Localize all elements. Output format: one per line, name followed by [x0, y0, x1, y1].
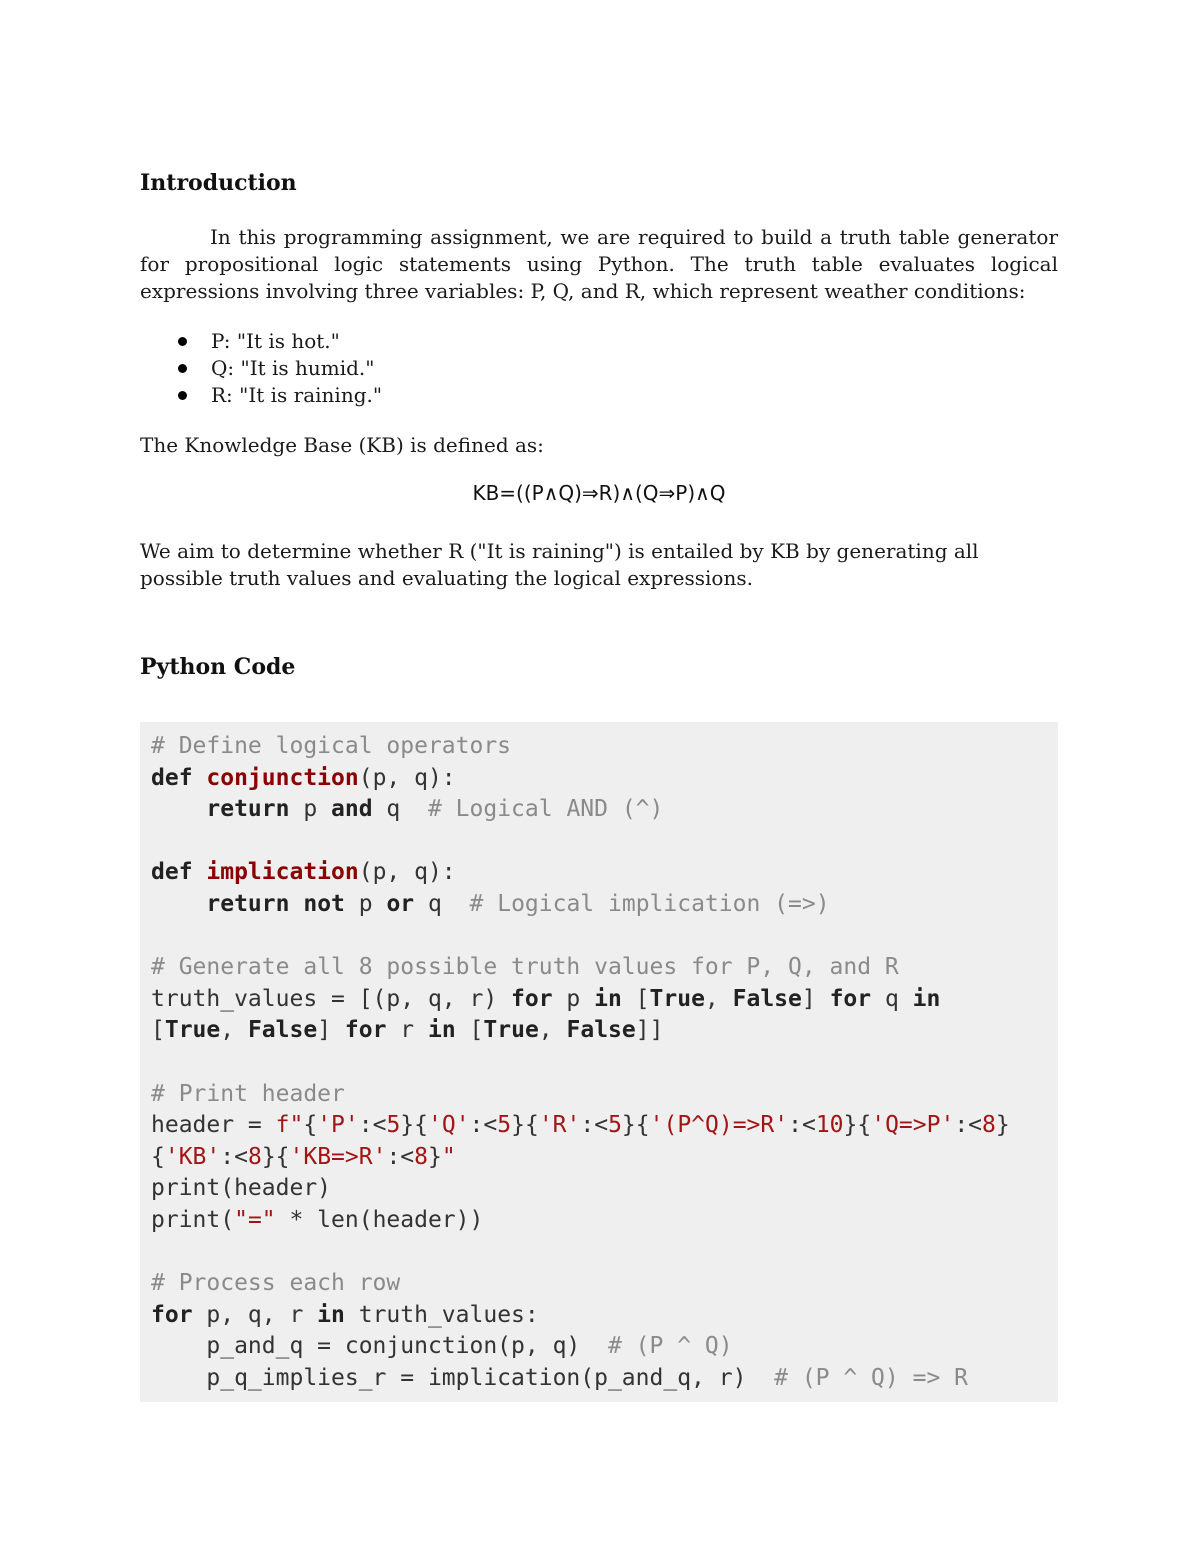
code-line — [151, 1300, 1010, 1332]
entailment-paragraph: We aim to determine whether R ("It is raining") is entailed by KB by generating all possible truth values and evaluating the logical expressions. — [140, 539, 979, 590]
code-token: }{ — [261, 1143, 290, 1170]
code-token: }{ — [511, 1112, 539, 1139]
code-token: False — [566, 1017, 636, 1044]
code-token: p_and_q = conjunction(p, q) — [151, 1333, 608, 1360]
code-token: :< — [788, 1112, 816, 1139]
code-token: }{ — [843, 1112, 872, 1139]
code-token: for — [829, 985, 872, 1012]
code-token — [151, 796, 206, 822]
code-token — [151, 891, 206, 917]
code-token: not — [303, 890, 345, 917]
code-token — [289, 891, 303, 917]
code-token: [ — [151, 1017, 165, 1044]
code-token: , — [220, 1017, 248, 1044]
code-token: 5 — [608, 1112, 622, 1139]
code-token: (p, q): — [358, 859, 456, 886]
code-line — [151, 1237, 1010, 1269]
code-line — [151, 794, 1010, 826]
code-token: ] — [801, 985, 830, 1012]
code-line — [151, 857, 1010, 889]
kb-definition-sentence: The Knowledge Base (KB) is defined as: — [140, 433, 544, 457]
code-token: p, q, r — [192, 1301, 318, 1328]
code-token: '(P^Q)=>R' — [649, 1112, 789, 1139]
introduction-heading: Introduction — [140, 170, 297, 196]
code-token: # Process each row — [151, 1270, 401, 1297]
code-token: 8 — [414, 1143, 429, 1170]
code-token: for — [151, 1301, 193, 1328]
code-token: :< — [469, 1112, 498, 1139]
code-token: , — [704, 985, 733, 1012]
code-token: 10 — [815, 1112, 844, 1139]
code-token: conjunction — [206, 764, 359, 791]
code-line — [151, 952, 1010, 984]
code-token: { — [151, 1143, 165, 1170]
code-token: }{ — [621, 1112, 650, 1139]
code-token: }{ — [400, 1112, 428, 1139]
code-line — [151, 889, 1010, 921]
code-token: } — [428, 1143, 442, 1170]
code-token: # (P ^ Q) — [607, 1333, 733, 1360]
code-line — [151, 731, 1010, 763]
code-token: 'Q' — [428, 1112, 470, 1139]
code-token: } — [995, 1112, 1010, 1139]
code-token: 'KB' — [164, 1143, 221, 1170]
code-token: :< — [220, 1143, 248, 1170]
code-token: :< — [386, 1143, 415, 1170]
code-token: def — [151, 859, 207, 886]
code-token: in — [317, 1301, 345, 1328]
code-token: :< — [954, 1112, 983, 1139]
code-token: in — [428, 1017, 456, 1044]
code-token: in — [594, 985, 622, 1012]
code-token: [ — [621, 985, 650, 1012]
code-token: # Define logical operators — [151, 733, 512, 759]
list-item: P: "It is hot." — [177, 328, 382, 355]
code-token: 8 — [247, 1143, 262, 1170]
bullet-icon — [178, 391, 187, 400]
code-token: True — [164, 1017, 221, 1044]
code-line — [151, 1015, 1010, 1047]
variable-list — [177, 328, 382, 409]
python-code-heading: Python Code — [140, 654, 296, 680]
code-block — [140, 722, 1058, 1402]
code-token: 'Q=>P' — [871, 1112, 955, 1139]
code-token: q — [414, 890, 470, 917]
code-line — [151, 1110, 1010, 1142]
code-token: implication — [206, 859, 359, 886]
code-line — [151, 826, 1010, 858]
kb-formula: KB=((P∧Q)⇒R)∧(Q⇒P)∧Q — [472, 481, 726, 505]
code-token: # Logical implication (=>) — [469, 890, 830, 917]
code-lines — [151, 731, 1010, 1394]
intro-paragraph: In this programming assignment, we are required to build a truth table generator for propositional logic statements using Python. The truth table evaluates logical expressions involving three variables: P, Q, and R, which represent weather conditions: — [140, 225, 1058, 303]
list-item: R: "It is raining." — [177, 382, 382, 409]
code-token: :< — [358, 1112, 387, 1139]
bullet-icon — [178, 337, 187, 346]
code-line — [151, 984, 1010, 1016]
code-token: :< — [580, 1112, 609, 1139]
code-token: 'R' — [538, 1112, 581, 1139]
code-token: # Print header — [151, 1080, 345, 1107]
list-item: Q: "It is humid." — [177, 355, 382, 382]
code-token: False — [247, 1017, 318, 1044]
code-token: f" — [275, 1112, 304, 1139]
code-token: and — [331, 796, 373, 823]
code-token: def — [151, 764, 207, 791]
code-token: p — [344, 890, 387, 917]
code-line — [151, 1331, 1010, 1363]
code-token: header = — [151, 1112, 276, 1139]
code-token: 8 — [982, 1112, 996, 1139]
code-token: truth_values = [(p, q, r) — [151, 985, 512, 1012]
code-token: print(header) — [151, 1175, 332, 1202]
code-line — [151, 1079, 1010, 1111]
code-line — [151, 1142, 1010, 1174]
code-token: in — [912, 985, 941, 1012]
bullet-icon — [178, 364, 187, 373]
code-token: q — [871, 985, 913, 1012]
code-token: p_q_implies_r = implication(p_and_q, r) — [151, 1364, 775, 1391]
code-token: 5 — [497, 1112, 512, 1139]
code-token: , — [538, 1017, 567, 1044]
code-token: True — [483, 1017, 539, 1044]
code-line — [151, 1363, 1010, 1395]
code-token: (p, q): — [358, 764, 456, 791]
code-token: 'P' — [317, 1112, 359, 1139]
code-token: # Generate all 8 possible truth values for P, Q, and R — [151, 954, 899, 981]
code-token: ] — [317, 1017, 345, 1044]
code-token: 'KB=>R' — [289, 1143, 387, 1170]
code-token: ]] — [635, 1017, 664, 1044]
code-token: return — [206, 890, 290, 917]
code-line — [151, 921, 1010, 953]
code-token: # Logical AND (^) — [427, 796, 664, 823]
code-token: for — [344, 1017, 387, 1044]
code-token: or — [386, 890, 415, 917]
code-token: p — [552, 985, 595, 1012]
code-token: True — [649, 985, 705, 1012]
code-line — [151, 1173, 1010, 1205]
code-token: False — [732, 985, 802, 1012]
code-token: p — [289, 796, 332, 823]
code-line — [151, 763, 1010, 795]
code-line — [151, 1268, 1010, 1300]
code-token: q — [372, 796, 428, 823]
code-token: r — [386, 1017, 428, 1044]
code-token: for — [511, 985, 553, 1012]
code-token: return — [206, 796, 290, 823]
code-token: 5 — [386, 1112, 401, 1139]
code-token: truth_values: — [344, 1301, 539, 1328]
code-token: print( — [151, 1206, 235, 1233]
code-token: "=" — [234, 1206, 276, 1233]
code-line — [151, 1047, 1010, 1079]
code-line — [151, 1205, 1010, 1237]
code-token: " — [441, 1143, 456, 1170]
code-token: [ — [455, 1017, 484, 1044]
code-token: # (P ^ Q) => R — [774, 1364, 968, 1391]
code-token: { — [303, 1112, 318, 1139]
code-token: * len(header)) — [275, 1206, 484, 1233]
